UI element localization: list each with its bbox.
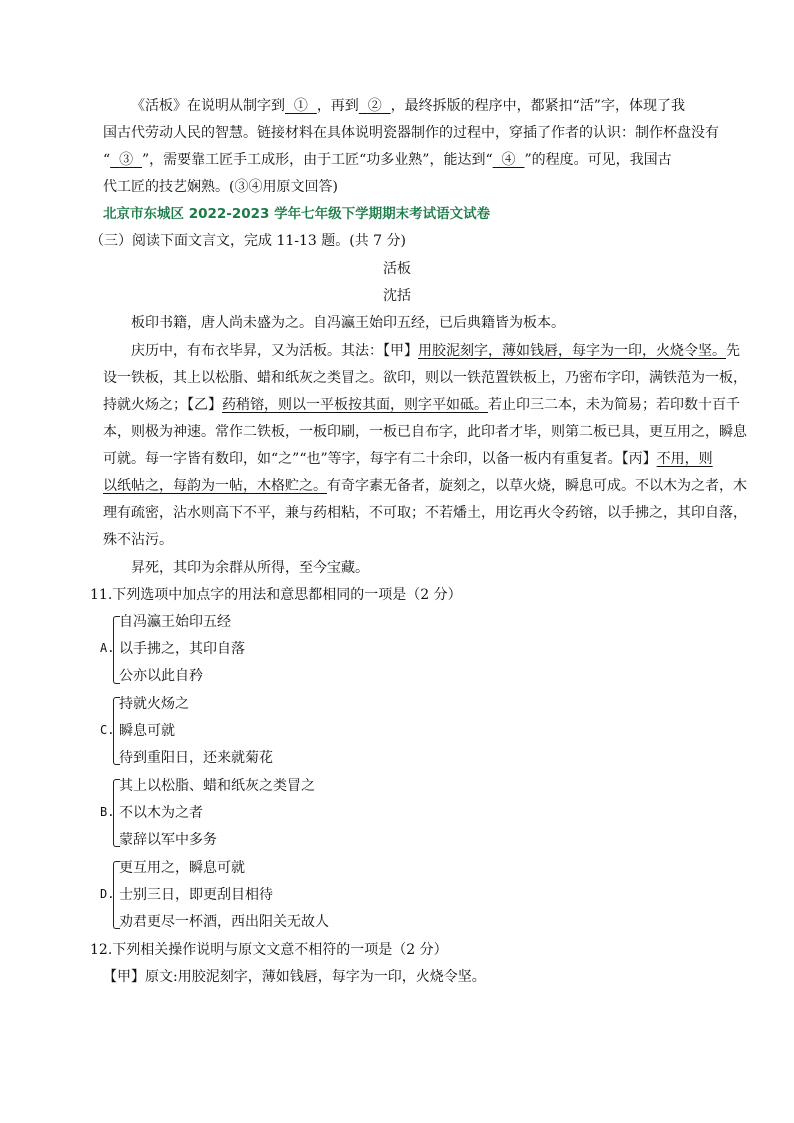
- option-d-label: D.: [100, 887, 115, 901]
- section-heading: （三）阅读下面文言文，完成 11-13 题。(共 7 分): [90, 233, 406, 249]
- option-b-item-2: 不以木为之者: [119, 805, 203, 821]
- option-a-item-3: 公亦以此自矜: [119, 668, 203, 684]
- blank-4: ④: [501, 152, 516, 168]
- option-b-label: B.: [100, 805, 115, 819]
- intro-line-1: 《活板》在说明从制字到 ① ，再到 ② ，最终拆版的程序中，都紧扣“活”字，体现了我: [131, 98, 685, 114]
- q11-stem: 11.下列选项中加点字的用法和意思都相同的一项是（2 分）: [90, 587, 462, 603]
- intro-line-4: 代工匠的技艺娴熟。(③④用原文回答): [103, 179, 338, 195]
- para-2-line-4: 本，则极为神速。常作二铁板，一板印刷，一板已自布字，此印者才毕，则第二板已具，更互用之，瞬息: [103, 424, 747, 440]
- para-2-line-6: 以纸帖之，每韵为一帖，木格贮之。有奇字素无备者，旋刻之，以草火烧，瞬息可成。不以木为之者，木: [103, 478, 747, 494]
- option-c-item-1: 持就火炀之: [119, 696, 189, 712]
- para-3: 昇死，其印为余群从所得，至今宝藏。: [131, 560, 369, 576]
- option-d-item-1: 更互用之，瞬息可就: [119, 860, 245, 876]
- q12-stem: 12.下列相关操作说明与原文文意不相符的一项是（2 分）: [90, 942, 448, 958]
- passage-title: 活板: [383, 261, 411, 277]
- intro-line-2: 国古代劳动人民的智慧。链接材料在具体说明瓷器制作的过程中，穿插了作者的认识：制作杯盘没有: [103, 125, 719, 141]
- option-c-item-3: 待到重阳日，还来就菊花: [119, 750, 273, 766]
- option-b-item-1: 其上以松脂、蜡和纸灰之类冒之: [119, 778, 315, 794]
- option-c-item-2: 瞬息可就: [119, 723, 175, 739]
- para-2-line-5: 可就。每一字皆有数印，如“之”“也”等字，每字有二十余印，以备一板内有重复者。【丙】不用，则: [103, 451, 713, 467]
- blank-2: ②: [367, 98, 382, 114]
- para-2-line-7: 理有疏密，沾水则高下不平，兼与药相粘，不可取；不若燔土，用讫再火令药镕，以手拂之，其印自落，: [103, 505, 747, 521]
- option-a-label: A.: [100, 641, 115, 655]
- option-d-item-3: 劝君更尽一杯酒，西出阳关无故人: [119, 914, 329, 930]
- para-1: 板印书籍，唐人尚未盛为之。自冯瀛王始印五经，已后典籍皆为板本。: [131, 315, 565, 331]
- option-c-label: C.: [100, 723, 115, 737]
- option-a-item-1: 自冯瀛王始印五经: [119, 614, 231, 630]
- para-2-line-2: 设一铁板，其上以松脂、蜡和纸灰之类冒之。欲印，则以一铁范置铁板上，乃密布字印，满铁范为一板，: [103, 370, 747, 386]
- source-label: 北京市东城区 2022-2023 学年七年级下学期期末考试语文试卷: [103, 206, 491, 222]
- para-2-line-8: 殊不沾污。: [103, 532, 173, 548]
- q12-jia-original: 【甲】原文:用胶泥刻字，薄如钱唇，每字为一印，火烧令坚。: [103, 969, 486, 985]
- para-2-line-3: 持就火炀之；【乙】药稍镕，则以一平板按其面，则字平如砥。若止印三二本，未为简易；若印数十百千: [103, 397, 740, 413]
- blank-1: ①: [293, 98, 308, 114]
- passage-author: 沈括: [383, 288, 411, 304]
- blank-3: ③: [119, 152, 134, 168]
- intro-line-3: “ ③ ”，需要靠工匠手工成形，由于工匠“功多业熟”，能达到“ ④ ”的程度。可见，我国古: [103, 152, 672, 168]
- option-a-item-2: 以手拂之，其印自落: [119, 641, 245, 657]
- option-d-item-2: 士别三日，即更刮目相待: [119, 887, 273, 903]
- para-2-line-1: 庆历中，有布衣毕昇，又为活板。其法：【甲】用胶泥刻字，薄如钱唇，每字为一印，火烧令坚。先: [131, 343, 740, 359]
- option-b-item-3: 蒙辞以军中多务: [119, 832, 217, 848]
